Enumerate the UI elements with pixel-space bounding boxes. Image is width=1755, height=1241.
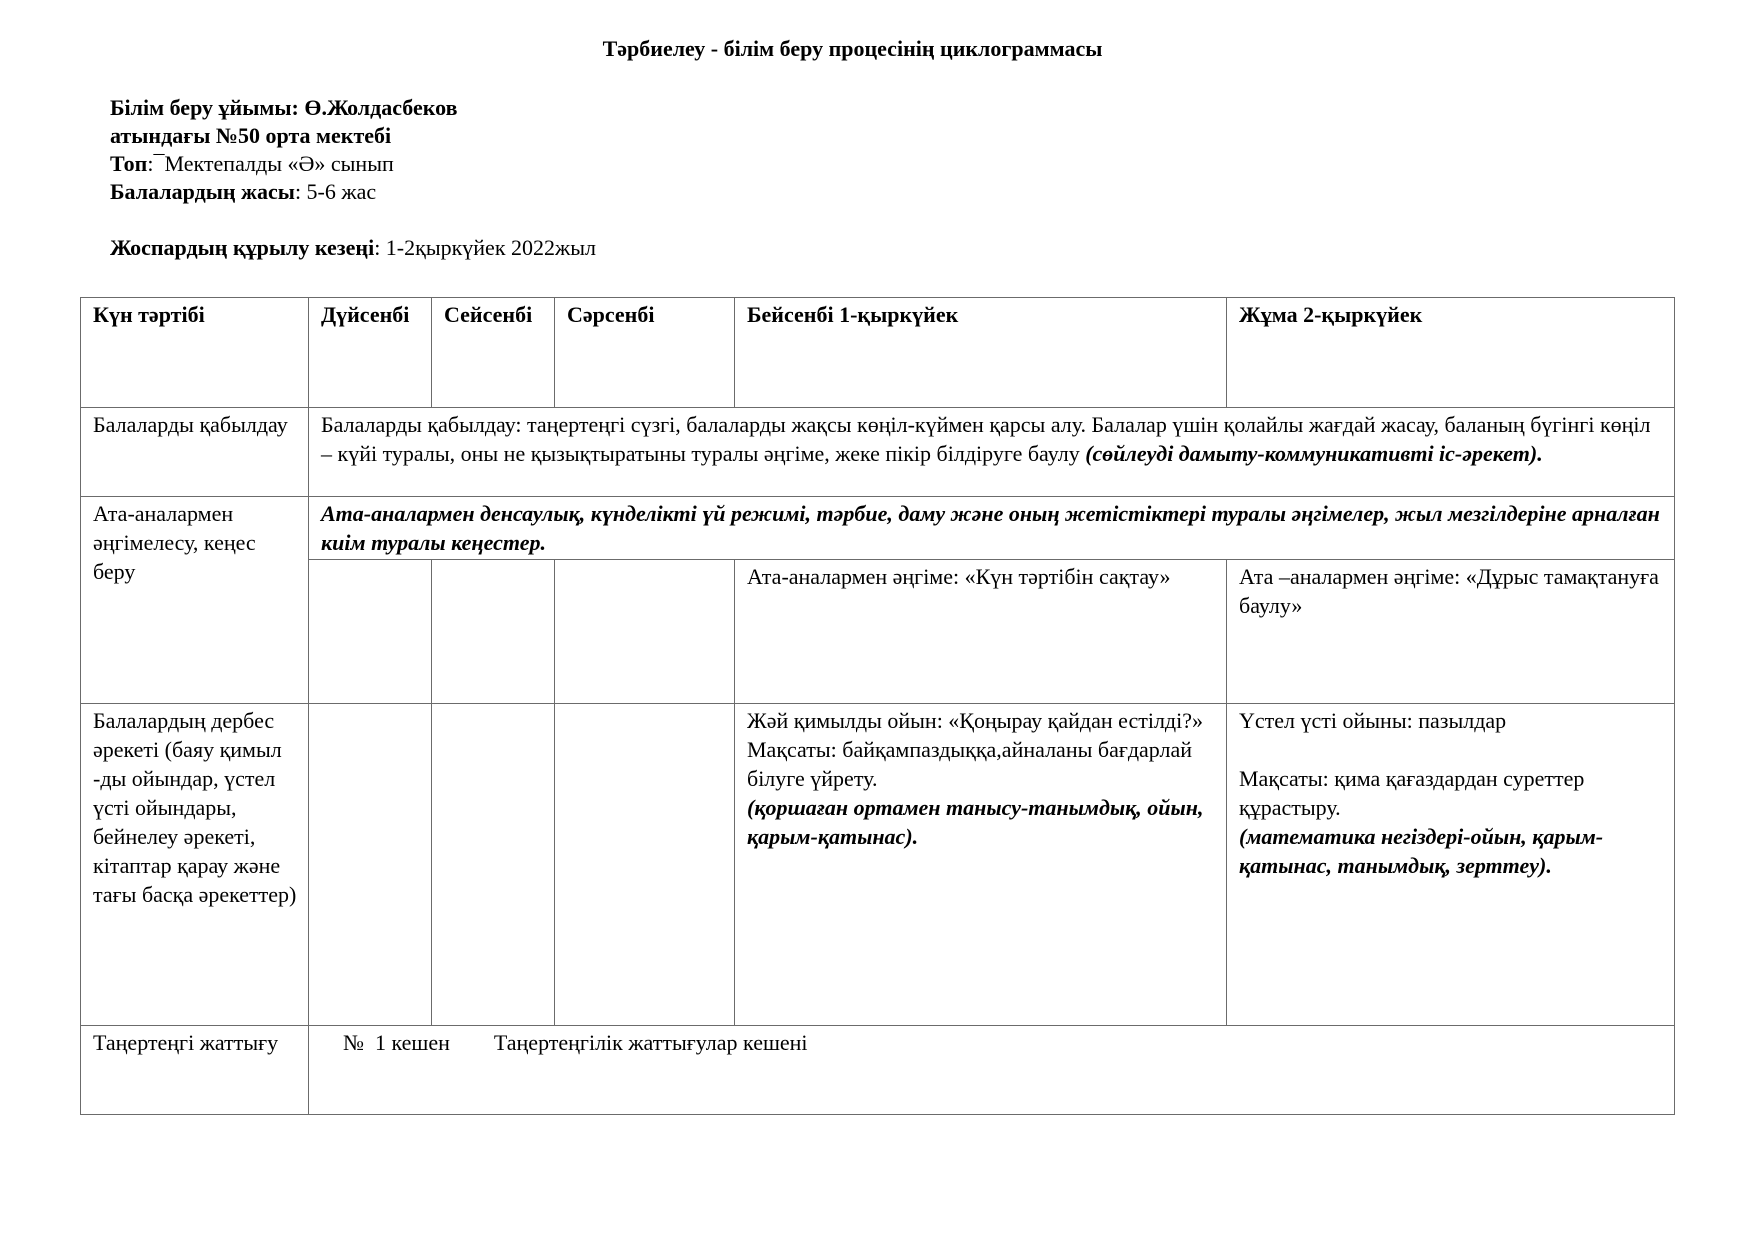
period-line	[110, 234, 596, 262]
friday-game: Үстел үсті ойыны: пазылдар	[1239, 708, 1507, 733]
parents-general-text: Ата-аналармен денсаулық, күнделікті үй режимі, тәрбие, даму және оның жетістіктері туралы әңгімелер, жыл мезгілдеріне арналған киім туралы кеңестер.	[309, 497, 1675, 560]
header-tuesday: Сейсенбі	[432, 298, 555, 408]
parents-thursday: Ата-аналармен әңгіме: «Күн тәртібін сақтау»	[735, 560, 1227, 704]
table-row-parents-general	[81, 497, 1675, 560]
activity-friday	[1227, 704, 1675, 1026]
activity-tuesday	[432, 704, 555, 1026]
header-thursday: Бейсенбі 1-қыркүйек	[735, 298, 1227, 408]
activity-label: Балалардың дербес әрекеті (баяу қимыл -ды ойындар, үстел үсті ойындары, бейнелеу әрекеті, кітаптар қарау және тағы басқа әрекеттер)	[81, 704, 309, 1026]
table-row-reception	[81, 408, 1675, 497]
exercise-label: Таңертеңгі жаттығу	[81, 1026, 309, 1115]
parents-wednesday	[555, 560, 735, 704]
reception-text: Балаларды қабылдау: таңертеңгі сүзгі, балаларды жақсы көңіл-күймен қарсы алу. Балалар үшін қолайлы жағдай жасау, баланың бүгінгі көңіл – күйі туралы, оны не қызықтыратыны туралы әңгіме, жеке пікір білдіруге баулу (сөйлеуді дамыту-коммуникативті іс-әрекет).	[309, 408, 1675, 497]
thursday-areas: (қоршаған ортамен танысу-танымдық, ойын, қарым-қатынас).	[747, 795, 1204, 849]
table-row-parents-days	[81, 560, 1675, 704]
document-title: Тәрбиелеу - білім беру процесінің циклограммасы	[602, 36, 1103, 61]
header-wednesday: Сәрсенбі	[555, 298, 735, 408]
organization-line-1: Білім беру ұйымы: Ө.Жолдасбеков	[110, 95, 458, 120]
friday-areas: (математика негіздері-ойын, қарым-қатынас, танымдық, зерттеу).	[1239, 824, 1604, 878]
period-label: Жоспардың құрылу кезеңі	[110, 235, 375, 260]
parents-tuesday	[432, 560, 555, 704]
activity-wednesday	[555, 704, 735, 1026]
parents-friday: Ата –аналармен әңгіме: «Дұрыс тамақтануға баулу»	[1227, 560, 1675, 704]
activity-monday	[309, 704, 432, 1026]
thursday-game: Жәй қимылды ойын: «Қоңырау қайдан естілді?»	[747, 708, 1203, 733]
table-header-row	[81, 298, 1675, 408]
group-line	[110, 150, 596, 178]
exercise-text: № 1 кешен Таңертеңгілік жаттығулар кешені	[309, 1026, 1675, 1115]
age-label: Балалардың жасы	[110, 179, 295, 204]
activity-thursday	[735, 704, 1227, 1026]
group-label: Топ	[110, 151, 148, 176]
parents-monday	[309, 560, 432, 704]
document-header	[110, 94, 596, 262]
group-value: :¯Мектепалды «Ә» сынып	[147, 151, 394, 176]
schedule-table	[80, 297, 1675, 1115]
header-monday: Дүйсенбі	[309, 298, 432, 408]
thursday-goal: Мақсаты: байқампаздыққа,айналаны бағдарлай білуге үйрету.	[747, 737, 1193, 791]
organization-line-2: атындағы №50 орта мектебі	[110, 123, 392, 148]
header-friday: Жұма 2-қыркүйек	[1227, 298, 1675, 408]
table-row-activity	[81, 704, 1675, 1026]
period-value: : 1-2қыркүйек 2022жыл	[374, 235, 596, 260]
age-value: : 5-6 жас	[294, 179, 377, 204]
table-row-exercise	[81, 1026, 1675, 1115]
parents-label: Ата-аналармен әңгімелесу, кеңес беру	[81, 497, 309, 704]
age-line	[110, 178, 596, 206]
friday-goal: Мақсаты: қима қағаздардан суреттер құрастыру.	[1239, 766, 1585, 820]
header-schedule: Күн тәртібі	[81, 298, 309, 408]
reception-label: Балаларды қабылдау	[81, 408, 309, 497]
